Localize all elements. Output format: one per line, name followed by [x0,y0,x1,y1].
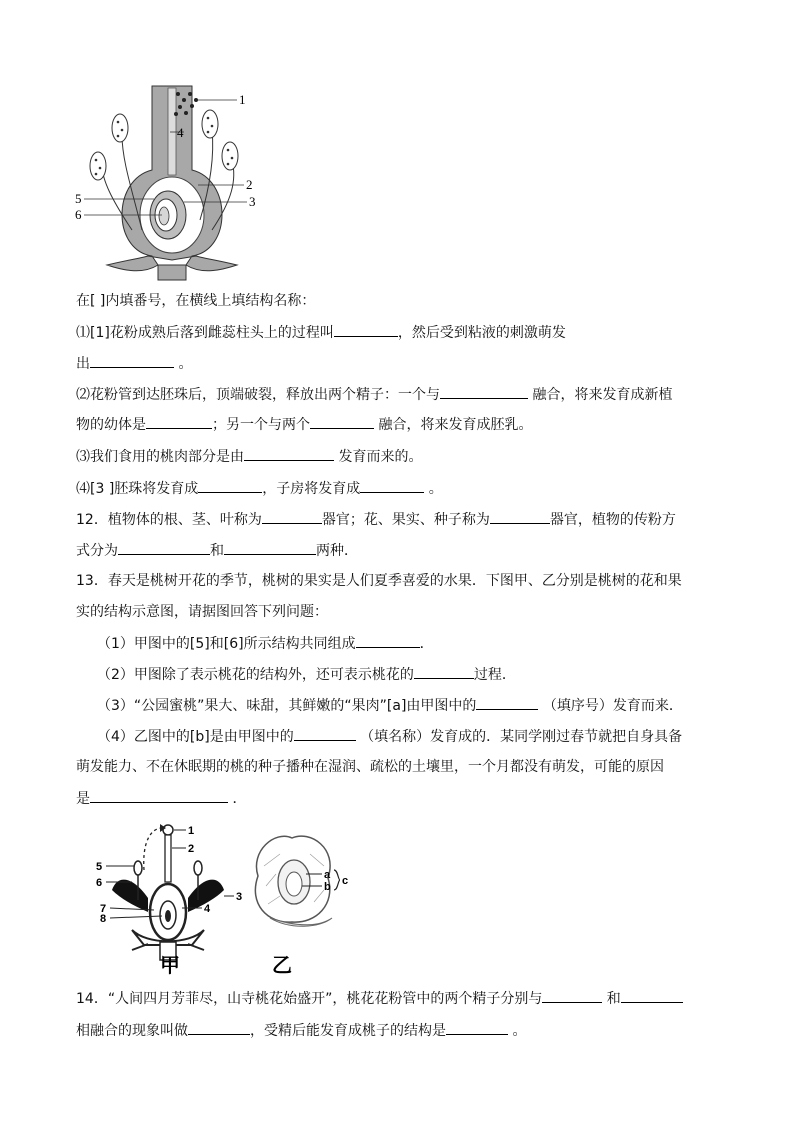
fig2-label-a: a [324,869,331,881]
fig1-label-1: 1 [239,92,246,107]
answer-blank[interactable] [90,353,174,368]
answer-blank[interactable] [360,478,424,493]
q12-line2: 式分为 和 两种． [76,540,358,561]
fig2-label-5: 5 [96,861,103,873]
q13-sub4-cont: 萌发能力、不在休眠期的桃的种子播种在湿润、疏松的土壤里，一个月都没有萌发，可能的原因 [76,759,664,775]
q11-intro: 在[ ]内填番号，在横线上填结构名称： [76,293,316,309]
flower-diagram-jia [92,820,252,980]
answer-blank[interactable] [118,540,210,555]
q13-sub4: （4）乙图中的[b]是由甲图中的 （填名称）发育成的．某同学刚过春节就把自身具备 [97,726,682,747]
q11-part3: ⑶我们食用的桃肉部分是由 发育而来的。 [76,446,422,467]
answer-blank[interactable] [476,695,538,710]
fig1-label-5: 5 [75,191,82,206]
q12-line1: 12．植物体的根、茎、叶称为 器官；花、果实、种子称为 器官，植物的传粉方 [76,509,676,530]
q13-sub4-end: 是 ． [76,788,246,809]
fig1-label-3: 3 [249,194,256,209]
q13-stem-2: 实的结构示意图，请据图回答下列问题： [76,604,328,620]
answer-blank[interactable] [262,509,322,524]
fig2-label-3: 3 [236,891,243,903]
flower-diagram-1 [72,80,272,285]
answer-blank[interactable] [224,540,316,555]
answer-blank[interactable] [310,414,374,429]
fig1-label-2: 2 [246,177,253,192]
fruit-diagram-yi [240,826,360,980]
fig2-label-8: 8 [100,913,107,925]
answer-blank[interactable] [90,788,228,803]
q11-part2-cont: 物的幼体是 ；另一个与两个 融合，将来发育成胚乳。 [76,414,532,435]
q11-part4: ⑷[3 ]胚珠将发育成 ，子房将发育成 。 [76,478,443,499]
fig2-label-b: b [324,881,331,893]
answer-blank[interactable] [356,633,420,648]
answer-blank[interactable] [188,1020,250,1035]
fig2-label-4: 4 [204,903,211,915]
q13-sub3: （3）“公园蜜桃”果大、味甜，其鲜嫩的“果肉”[a]由甲图中的 （填序号）发育而来． [97,695,683,716]
answer-blank[interactable] [198,478,262,493]
answer-blank[interactable] [446,1020,508,1035]
fig2-label-c: c [342,875,349,887]
fig2-label-1: 1 [188,825,195,837]
q11-part2: ⑵花粉管到达胚珠后，顶端破裂，释放出两个精子：一个与 融合，将来发育成新植 [76,384,672,405]
fig1-label-4: 4 [177,125,184,140]
answer-blank[interactable] [414,664,474,679]
caption-yi: 乙 [272,955,292,977]
answer-blank[interactable] [146,414,212,429]
q14-line1: 14．“人间四月芳菲尽，山寺桃花始盛开”，桃花花粉管中的两个精子分别与 和 [76,988,683,1009]
answer-blank[interactable] [621,988,683,1003]
caption-jia: 甲 [160,955,180,977]
answer-blank[interactable] [334,322,398,337]
fig1-label-6: 6 [75,207,82,222]
q14-line2: 相融合的现象叫做 ，受精后能发育成桃子的结构是 。 [76,1020,526,1041]
fig2-label-6: 6 [96,877,103,889]
answer-blank[interactable] [244,446,334,461]
q13-stem-1: 13．春天是桃树开花的季节，桃树的果实是人们夏季喜爱的水果．下图甲、乙分别是桃树的花和果 [76,573,682,589]
q11-part1: ⑴[1]花粉成熟后落到雌蕊柱头上的过程叫 ，然后受到粘液的刺激萌发 [76,322,566,343]
answer-blank[interactable] [490,509,550,524]
q11-part1-cont: 出 。 [76,353,192,374]
q13-sub1: （1）甲图中的[5]和[6]所示结构共同组成 ． [97,633,434,654]
fig2-label-2: 2 [188,843,195,855]
q13-sub2: （2）甲图除了表示桃花的结构外，还可表示桃花的 过程． [97,664,516,685]
answer-blank[interactable] [542,988,602,1003]
fig2-label-7: 7 [100,903,107,915]
answer-blank[interactable] [440,384,528,399]
answer-blank[interactable] [294,726,356,741]
